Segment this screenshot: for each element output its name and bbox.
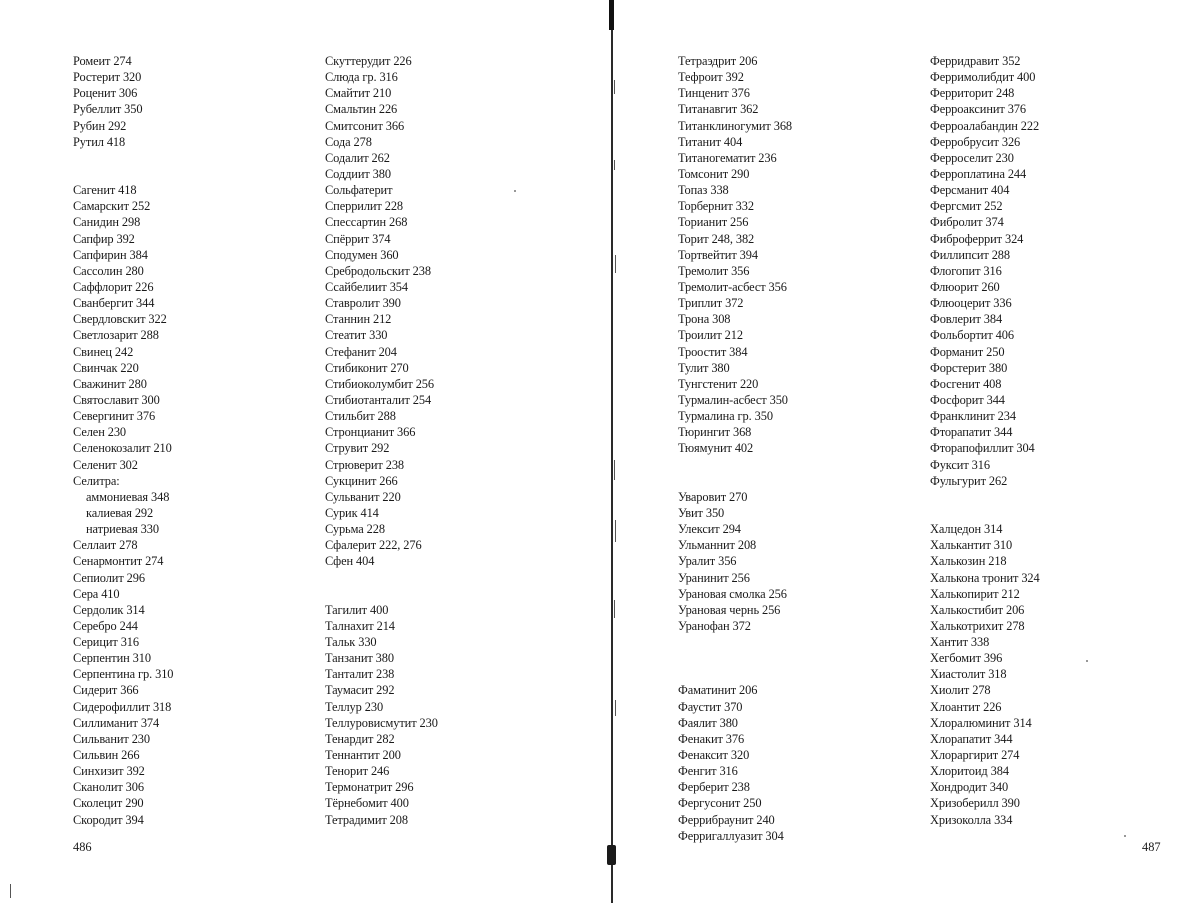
index-entry: Фольбортит 406	[930, 328, 1014, 343]
index-entry: Ферригаллуазит 304	[678, 828, 784, 843]
index-entry: Трона 308	[678, 312, 731, 327]
index-entry: Серпентин 310	[73, 651, 151, 666]
index-entry: Сколецит 290	[73, 796, 144, 811]
index-column	[325, 53, 595, 828]
index-entry: Серпентина гр. 310	[73, 667, 174, 682]
index-entry: Спёррит 374	[325, 231, 391, 246]
page-number: 487	[1142, 840, 1161, 854]
index-entry: Тенардит 282	[325, 731, 395, 746]
scan-artifact	[1086, 660, 1088, 662]
index-entry: Ферриторит 248	[930, 86, 1015, 101]
index-entry: Халькозин 218	[930, 554, 1007, 569]
scan-artifact	[615, 520, 616, 542]
index-entry: Фовлерит 384	[930, 312, 1003, 327]
index-entry: Сера 410	[73, 586, 120, 601]
index-entry: Тенорит 246	[325, 764, 390, 779]
index-entry: Фосгенит 408	[930, 376, 1002, 391]
index-entry: Тинценит 376	[678, 86, 750, 101]
index-entry: Фенгит 316	[678, 764, 738, 779]
index-entry: Сфен 404	[325, 554, 375, 569]
index-entry: Халькантит 310	[930, 538, 1013, 553]
index-entry: Смальтин 226	[325, 102, 398, 117]
index-entry: Хегбомит 396	[930, 651, 1003, 666]
scan-artifact	[615, 700, 616, 716]
index-entry: Тальк 330	[325, 635, 377, 650]
index-entry: Сенармонтит 274	[73, 554, 164, 569]
index-entry: Скуттерудит 226	[325, 54, 412, 68]
gutter-shadow	[609, 0, 614, 30]
index-entry: Ферридравит 352	[930, 54, 1021, 68]
index-entry: Роценит 306	[73, 86, 138, 101]
index-entry: Святославит 300	[73, 392, 160, 407]
scan-artifact	[614, 600, 615, 618]
index-entry: Рубеллит 350	[73, 102, 143, 117]
index-entry: Светлозарит 288	[73, 328, 159, 343]
index-entry: Ульманнит 208	[678, 538, 757, 553]
index-entry: Талнахит 214	[325, 618, 395, 633]
index-entry: Сидерофиллит 318	[73, 699, 172, 714]
index-entry: Санидин 298	[73, 215, 141, 230]
gutter-shadow	[607, 845, 616, 865]
index-entry: Хлорапатит 344	[930, 731, 1013, 746]
index-entry: Торит 248, 382	[678, 231, 755, 246]
index-entry: Триплит 372	[678, 296, 744, 311]
index-entry: Хлоралюминит 314	[930, 715, 1032, 730]
index-entry: Ферробрусит 326	[930, 134, 1021, 149]
index-entry: Сильвин 266	[73, 748, 140, 763]
index-column	[678, 53, 948, 844]
index-entry: Сважинит 280	[73, 376, 147, 391]
index-entry: Торианит 256	[678, 215, 749, 230]
index-entry: Фибролит 374	[930, 215, 1004, 230]
index-entry: Теллур 230	[325, 699, 384, 714]
index-entry: Сфалерит 222, 276	[325, 538, 422, 553]
index-entry: Халькостибит 206	[930, 602, 1025, 617]
index-entry: Ферберит 238	[678, 780, 750, 795]
index-entry: Франклинит 234	[930, 409, 1016, 424]
index-column	[930, 53, 1200, 828]
index-entry: Турмалина гр. 350	[678, 409, 773, 424]
index-entry: Самарскит 252	[73, 199, 151, 214]
index-entry: Ферроселит 230	[930, 150, 1014, 165]
index-entry: Сукцинит 266	[325, 473, 398, 488]
index-entry: Тюрингит 368	[678, 425, 752, 440]
index-subentry: калиевая 292	[86, 505, 154, 520]
index-entry: Танталит 238	[325, 667, 395, 682]
index-entry: Теллуровисмутит 230	[325, 715, 438, 730]
index-subentry: натриевая 330	[86, 522, 159, 537]
index-entry: Стильбит 288	[325, 409, 396, 424]
index-entry: Сердолик 314	[73, 602, 145, 617]
index-entry: Соддиит 380	[325, 166, 391, 181]
index-entry: Селенит 302	[73, 457, 138, 472]
index-entry: Стронцианит 366	[325, 425, 416, 440]
index-entry: Флогопит 316	[930, 263, 1002, 278]
index-entry: Сагенит 418	[73, 183, 137, 198]
index-entry: Стибиотанталит 254	[325, 392, 432, 407]
index-entry: Топаз 338	[678, 183, 729, 198]
index-entry: Уралит 356	[678, 554, 737, 569]
index-entry: Хлоритоид 384	[930, 764, 1009, 779]
scan-artifact	[614, 160, 615, 170]
index-entry: Титанклиногумит 368	[678, 118, 793, 133]
index-entry: Сассолин 280	[73, 263, 144, 278]
index-entry: Ссайбелиит 354	[325, 279, 408, 294]
index-entry: Тремолит-асбест 356	[678, 279, 787, 294]
index-entry: Сепиолит 296	[73, 570, 145, 585]
index-entry: Фиброферрит 324	[930, 231, 1024, 246]
index-entry: Троостит 384	[678, 344, 748, 359]
index-entry: Тортвейтит 394	[678, 247, 758, 262]
index-entry: Филлипсит 288	[930, 247, 1010, 262]
index-entry: Фергусонит 250	[678, 796, 762, 811]
index-entry: Серицит 316	[73, 635, 140, 650]
index-entry: Троилит 212	[678, 328, 743, 343]
scan-artifact	[614, 460, 615, 480]
index-entry: Силлиманит 374	[73, 715, 160, 730]
index-entry: Фенаксит 320	[678, 748, 750, 763]
entry-spacer	[73, 150, 343, 166]
index-entry: Сребродольскит 238	[325, 263, 431, 278]
index-entry: Свинчак 220	[73, 360, 139, 375]
index-entry: Хиолит 278	[930, 683, 991, 698]
index-entry: Сканолит 306	[73, 780, 144, 795]
index-entry: Фенакит 376	[678, 731, 745, 746]
index-entry: Тетраэдрит 206	[678, 54, 758, 68]
index-entry: Сидерит 366	[73, 683, 139, 698]
index-entry: Рутил 418	[73, 134, 126, 149]
index-entry: Стибиоколумбит 256	[325, 376, 434, 391]
index-entry: Стефанит 204	[325, 344, 397, 359]
index-entry: Хондродит 340	[930, 780, 1009, 795]
index-entry: Флюорит 260	[930, 279, 1000, 294]
index-entry: Сапфир 392	[73, 231, 135, 246]
index-entry: Фторапатит 344	[930, 425, 1013, 440]
index-entry: Саффлорит 226	[73, 279, 154, 294]
index-entry: Селен 230	[73, 425, 127, 440]
entry-spacer	[678, 634, 948, 650]
entry-spacer	[678, 473, 948, 489]
index-entry: Урановая чернь 256	[678, 602, 781, 617]
index-entry: Улексит 294	[678, 522, 741, 537]
index-entry: Тремолит 356	[678, 263, 750, 278]
index-entry: Стрюверит 238	[325, 457, 405, 472]
index-entry: Сода 278	[325, 134, 372, 149]
index-entry: Сурьма 228	[325, 522, 385, 537]
book-gutter	[611, 0, 613, 903]
index-entry: Хантит 338	[930, 635, 990, 650]
index-entry: Свинец 242	[73, 344, 134, 359]
index-entry: Тефроит 392	[678, 70, 744, 85]
index-entry: Томсонит 290	[678, 166, 750, 181]
index-entry: Свердловскит 322	[73, 312, 167, 327]
index-entry: Таумасит 292	[325, 683, 395, 698]
index-entry: Феррибраунит 240	[678, 812, 775, 827]
index-entry: Хризоберилл 390	[930, 796, 1020, 811]
index-entry: Халькотрихит 278	[930, 618, 1025, 633]
index-entry: Фаматинит 206	[678, 683, 758, 698]
index-entry: Тюямунит 402	[678, 441, 754, 456]
entry-spacer	[325, 586, 595, 602]
index-entry: Тёрнебомит 400	[325, 796, 409, 811]
index-entry: Ростерит 320	[73, 70, 142, 85]
index-entry: Рубин 292	[73, 118, 127, 133]
scan-artifact	[10, 884, 11, 898]
index-entry: Фульгурит 262	[930, 473, 1008, 488]
entry-spacer	[678, 457, 948, 473]
index-entry: Стеатит 330	[325, 328, 388, 343]
scan-artifact	[514, 190, 516, 192]
index-entry: Турмалин-асбест 350	[678, 392, 788, 407]
index-entry: Фосфорит 344	[930, 392, 1005, 407]
index-entry: Селитра:	[73, 473, 120, 488]
index-entry: Спессартин 268	[325, 215, 408, 230]
index-entry: Тулит 380	[678, 360, 730, 375]
scan-artifact	[614, 80, 615, 94]
entry-spacer	[325, 570, 595, 586]
index-entry: Урановая смолка 256	[678, 586, 787, 601]
index-entry: Торбернит 332	[678, 199, 754, 214]
index-entry: Фторапофиллит 304	[930, 441, 1035, 456]
index-entry: Струвит 292	[325, 441, 390, 456]
index-entry: Серебро 244	[73, 618, 138, 633]
index-entry: Сподумен 360	[325, 247, 399, 262]
entry-spacer	[930, 489, 1200, 505]
index-entry: Халькопирит 212	[930, 586, 1020, 601]
index-column	[73, 53, 343, 828]
entry-spacer	[678, 666, 948, 682]
scan-artifact	[1124, 835, 1126, 837]
index-entry: Смитсонит 366	[325, 118, 405, 133]
index-entry: Ферроаксинит 376	[930, 102, 1026, 117]
index-entry: Халькона тронит 324	[930, 570, 1040, 585]
index-entry: Халцедон 314	[930, 522, 1003, 537]
index-entry: Ромеит 274	[73, 54, 132, 68]
index-entry: Ферроплатина 244	[930, 166, 1027, 181]
index-entry: Теннантит 200	[325, 748, 401, 763]
index-entry: Уранинит 256	[678, 570, 750, 585]
index-entry: Титанит 404	[678, 134, 743, 149]
index-entry: Титаногематит 236	[678, 150, 777, 165]
index-entry: Скородит 394	[73, 812, 144, 827]
index-entry: Тагилит 400	[325, 602, 389, 617]
index-entry: Сапфирин 384	[73, 247, 148, 262]
index-entry: Форманит 250	[930, 344, 1005, 359]
index-entry: Увит 350	[678, 505, 725, 520]
index-entry: Тетрадимит 208	[325, 812, 408, 827]
entry-spacer	[73, 166, 343, 182]
index-subentry: аммониевая 348	[86, 489, 170, 504]
index-entry: Хлораргирит 274	[930, 748, 1020, 763]
index-entry: Ставролит 390	[325, 296, 401, 311]
index-entry: Сванбергит 344	[73, 296, 155, 311]
index-entry: Танзанит 380	[325, 651, 394, 666]
index-entry: Содалит 262	[325, 150, 390, 165]
index-entry: Сурик 414	[325, 505, 379, 520]
index-entry: Хиастолит 318	[930, 667, 1007, 682]
index-entry: Станнин 212	[325, 312, 392, 327]
index-entry: Хлоантит 226	[930, 699, 1002, 714]
index-entry: Селенокозалит 210	[73, 441, 172, 456]
page-number: 486	[73, 840, 92, 854]
index-entry: Ферроалабандин 222	[930, 118, 1040, 133]
index-entry: Фуксит 316	[930, 457, 990, 472]
entry-spacer	[930, 505, 1200, 521]
index-entry: Фаялит 380	[678, 715, 738, 730]
index-entry: Стибиконит 270	[325, 360, 409, 375]
index-entry: Ферсманит 404	[930, 183, 1010, 198]
index-entry: Уранофан 372	[678, 618, 751, 633]
index-entry: Ферримолибдит 400	[930, 70, 1036, 85]
index-entry: Сульванит 220	[325, 489, 401, 504]
index-entry: Хризоколла 334	[930, 812, 1013, 827]
index-entry: Фергсмит 252	[930, 199, 1003, 214]
entry-spacer	[678, 650, 948, 666]
index-entry: Термонатрит 296	[325, 780, 414, 795]
index-entry: Селлаит 278	[73, 538, 138, 553]
index-entry: Сперрилит 228	[325, 199, 404, 214]
index-entry: Форстерит 380	[930, 360, 1008, 375]
right-page	[612, 0, 1200, 903]
index-entry: Титанавгит 362	[678, 102, 759, 117]
index-entry: Флюоцерит 336	[930, 296, 1012, 311]
index-entry: Севергинит 376	[73, 409, 156, 424]
index-entry: Слюда гр. 316	[325, 70, 398, 85]
index-entry: Смайтит 210	[325, 86, 392, 101]
index-entry: Фаустит 370	[678, 699, 743, 714]
index-entry: Тунгстенит 220	[678, 376, 759, 391]
index-entry: Сольфатерит	[325, 183, 393, 198]
index-entry: Сильванит 230	[73, 731, 150, 746]
scan-artifact	[615, 255, 616, 273]
index-entry: Уваровит 270	[678, 489, 748, 504]
index-entry: Синхизит 392	[73, 764, 145, 779]
